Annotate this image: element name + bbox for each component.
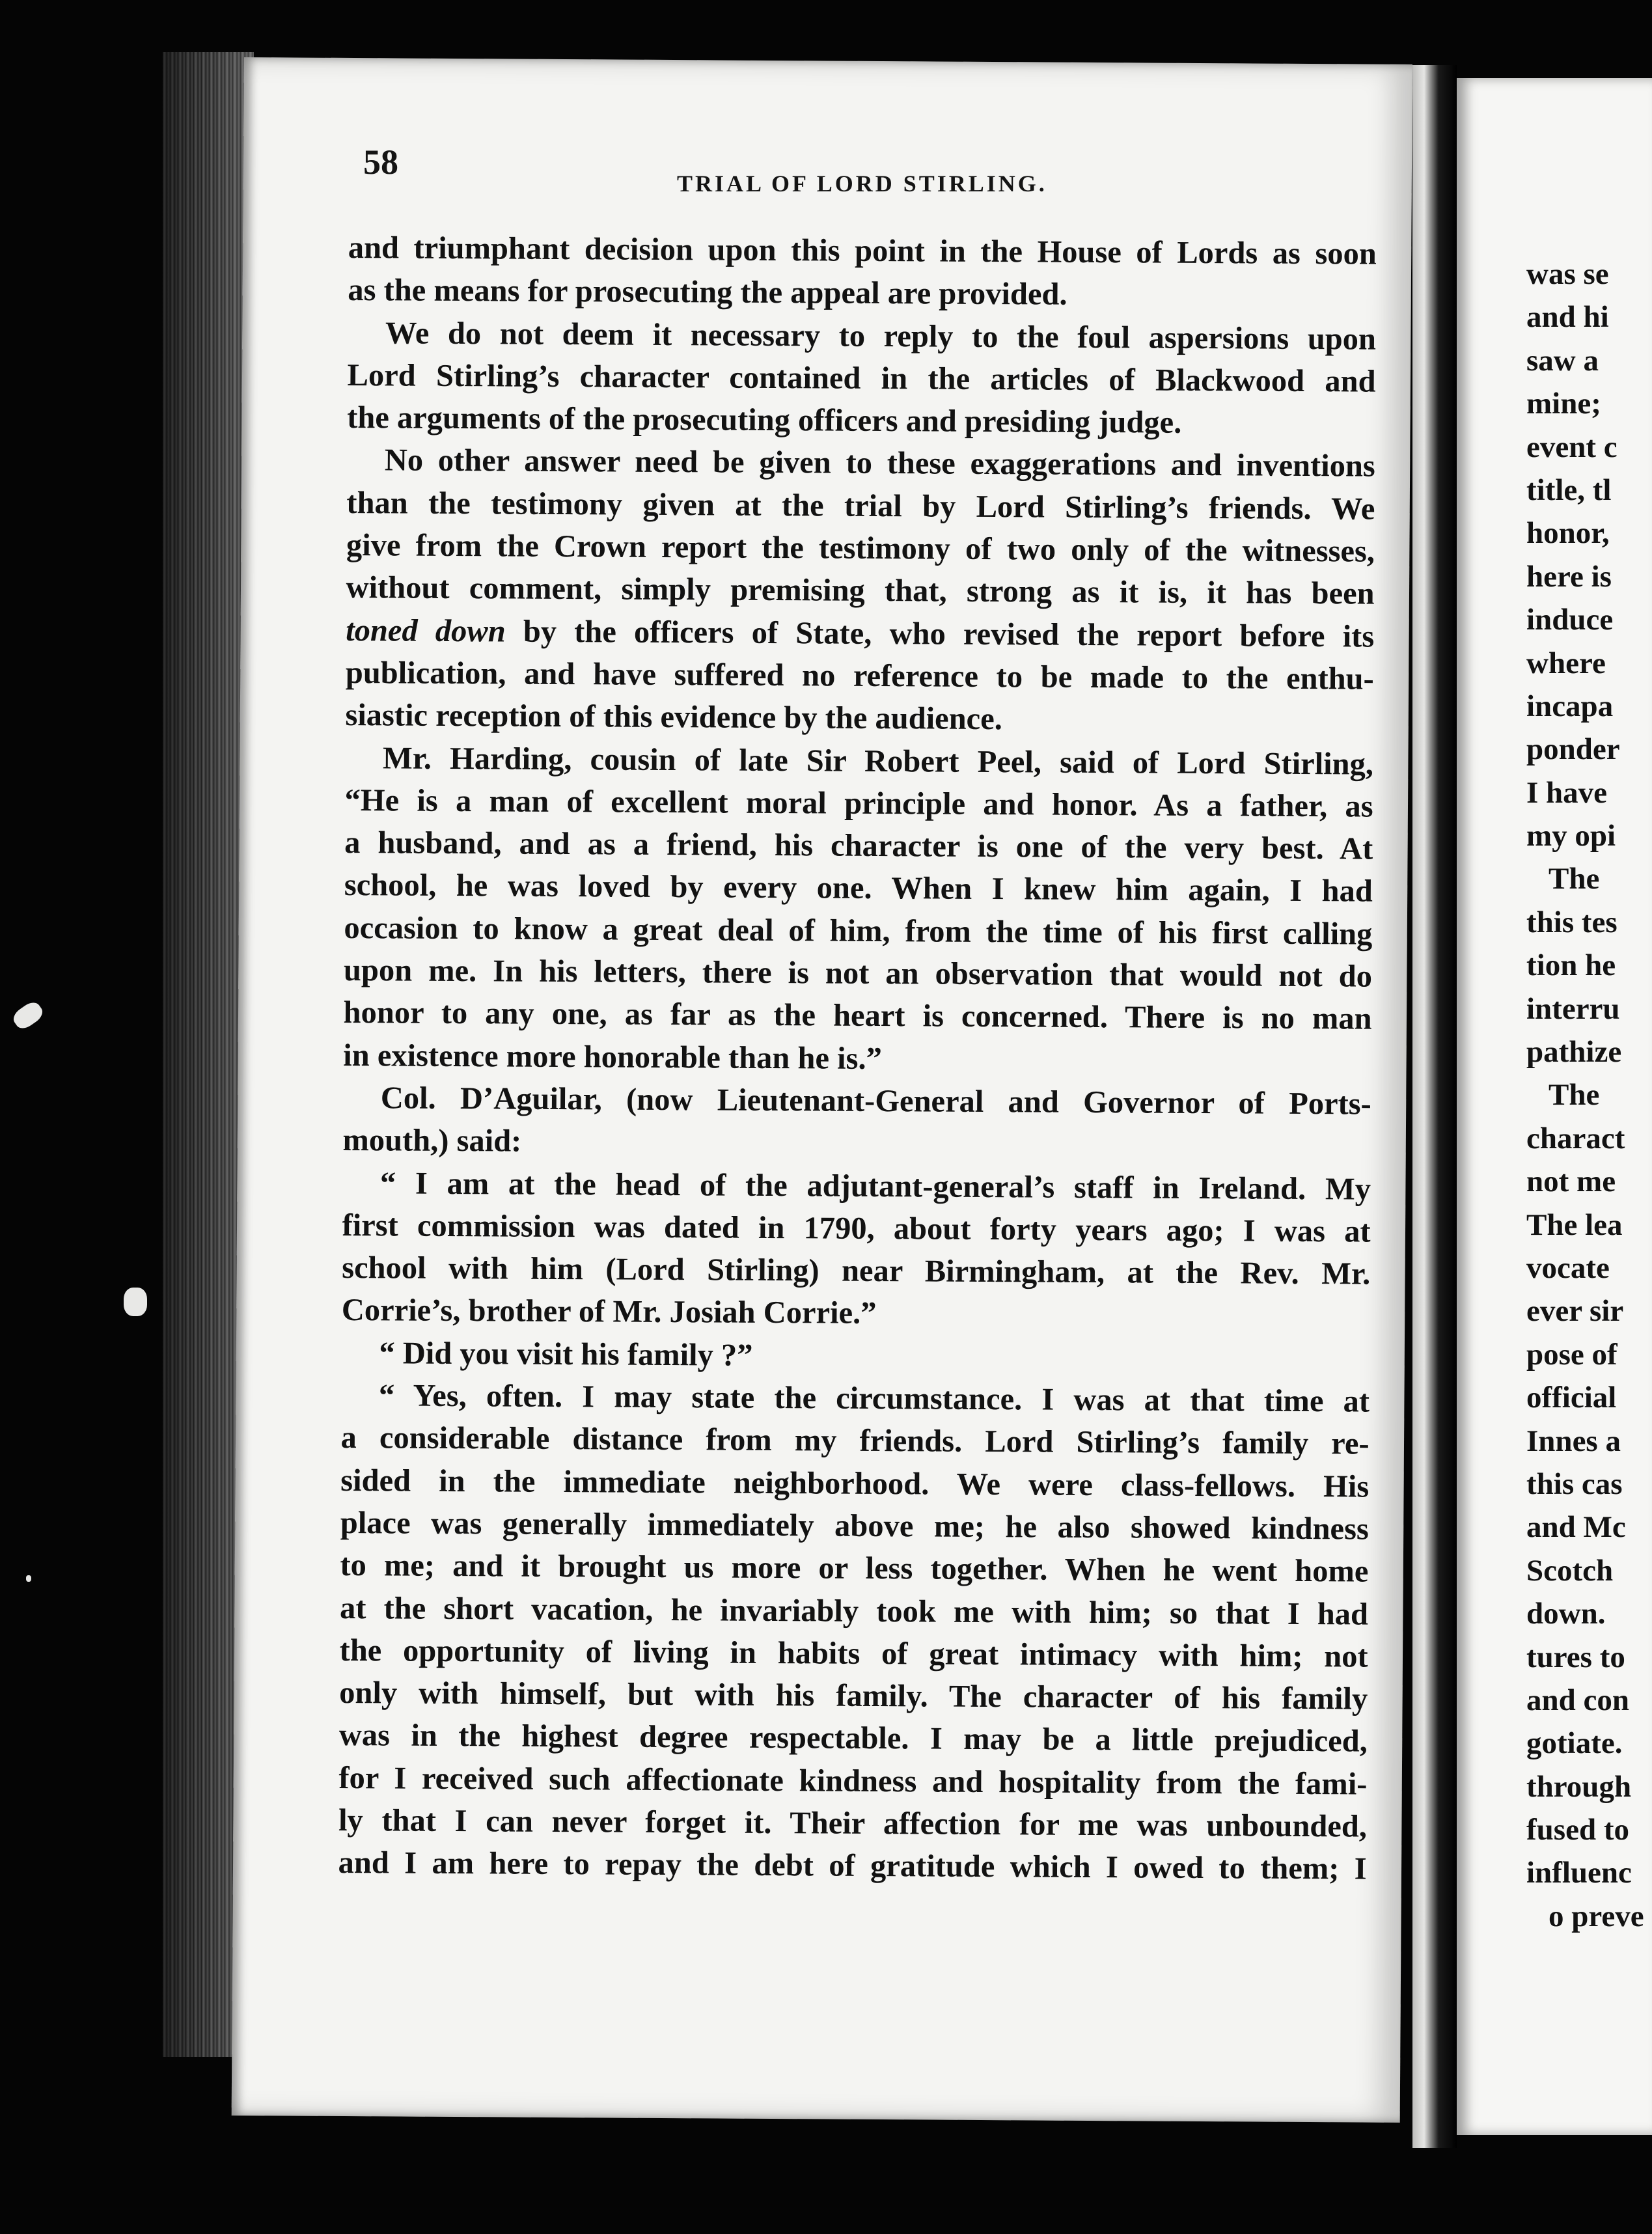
text-line: give from the Crown report the testimony of two only of the witnesses, [346,528,1375,569]
text-line: siastic reception of this evidence by the audience. [345,698,1002,737]
text-line: publication, and have suffered no reference to be made to the enthu- [345,655,1374,696]
right-text-line: mine; [1526,387,1601,421]
text-line: No other answer need be given to these exaggerations and inventions [384,443,1375,484]
text-line: the arguments of the prosecuting officers and presiding judge. [347,400,1182,441]
right-text-line: this tes [1526,905,1618,939]
right-page-text-fragment [1526,253,1644,1938]
right-text-line: and hi [1526,300,1609,335]
right-text-line: and con [1526,1683,1630,1717]
right-text-line: honor, [1526,516,1610,551]
right-text-line: I have [1526,775,1608,810]
margin-speck [26,1575,31,1582]
text-line: occasion to know a great deal of him, from the time of his first calling [344,910,1373,952]
right-text-line: and Mc [1526,1510,1626,1545]
text-line: to me; and it brought us more or less together. When he went home [340,1548,1369,1589]
text-line: upon me. In his letters, there is not an observation that would not do [343,953,1373,994]
right-text-line: official [1526,1381,1617,1415]
right-text-line: incapa [1526,689,1614,723]
text-line: a considerable distance from my friends. Lord Stirling’s family re- [340,1420,1370,1461]
margin-speck [124,1288,147,1316]
text-line: for I received such affectionate kindness and hospitality from the fami- [338,1760,1368,1802]
text-line: first commission was dated in 1790, about forty years ago; I was at [342,1207,1371,1249]
right-text-line: here is [1526,559,1612,594]
text-line: a husband, and as a friend, his character is one of the very best. At [344,825,1373,866]
text-line: in existence more honorable than he is.” [343,1038,883,1076]
right-text-line: fused to [1526,1813,1629,1847]
right-text-line: title, tl [1526,473,1612,507]
right-text-line: charact [1526,1121,1625,1155]
text-line: sided in the immediate neighborhood. We were class-fellows. His [340,1463,1370,1504]
right-text-line: where [1526,646,1606,680]
text-line: We do not deem it necessary to reply to the foul aspersions upon [385,315,1377,357]
text-line: school with him (Lord Stirling) near Birmingham, at the Rev. Mr. [342,1250,1371,1291]
right-text-line: interru [1526,991,1620,1026]
right-text-line: pose of [1526,1337,1618,1372]
text-line: without comment, simply premising that, strong as it is, it has been [346,570,1375,612]
right-text-line: The [1549,1078,1600,1112]
right-text-line: induce [1526,603,1614,637]
right-text-line: was se [1526,257,1609,291]
text-line: school, he was loved by every one. When I knew him again, I had [344,868,1373,909]
right-text-line: event c [1526,430,1618,464]
right-text-line: tion he [1526,948,1616,983]
running-title: TRIAL OF LORD STIRLING. [677,171,1047,197]
right-text-line: not me [1526,1165,1616,1199]
right-text-line: this cas [1526,1467,1623,1501]
right-text-line: pathize [1526,1035,1622,1069]
right-text-line: The lea [1526,1207,1623,1242]
body-text [338,227,1377,1890]
right-text-line: gotiate. [1526,1726,1623,1761]
text-line: “ Did you visit his family ?” [379,1336,753,1373]
text-line-rest: by the officers of State, who revised the report before its [505,614,1375,654]
right-text-line: Innes a [1526,1424,1621,1458]
text-line: “ I am at the head of the adjutant-general’s staff in Ireland. My [379,1165,1371,1207]
right-text-line: tures to [1526,1640,1625,1674]
page-gutter [1412,65,1457,2148]
right-text-line: my opi [1526,819,1616,853]
margin-speck [10,999,46,1032]
right-text-line: Scotch [1526,1553,1614,1588]
text-line: as the means for prosecuting the appeal are provided. [348,273,1067,312]
right-text-line: The [1549,862,1600,896]
page-number: 58 [363,143,398,182]
text-line: Lord Stirling’s character contained in the articles of Blackwood and [347,357,1376,399]
right-text-line: through [1526,1769,1632,1804]
text-line: Col. D’Aguilar, (now Lieutenant-General and Governor of Ports- [380,1081,1371,1122]
right-text-line: o preve [1549,1899,1644,1933]
italic-phrase: toned down [346,613,506,649]
text-line: honor to any one, as far as the heart is concerned. There is no man [343,995,1372,1036]
text-line: Corrie’s, brother of Mr. Josiah Corrie.” [341,1293,877,1331]
text-line: at the short vacation, he invariably took me with him; so that I had [339,1590,1369,1632]
right-text-line: down. [1526,1597,1606,1631]
text-line: and triumphant decision upon this point in the House of Lords as soon [348,230,1377,271]
text-line: mouth,) said: [342,1123,522,1159]
text-line: only with himself, but with his family. The character of his family [339,1676,1368,1717]
text-line: Mr. Harding, cousin of late Sir Robert Peel, said of Lord Stirling, [382,740,1374,782]
text-line: ly that I can never forget it. Their affection for me was unbounded, [338,1802,1368,1844]
text-line: “ Yes, often. I may state the circumstance. I was at that time at [378,1378,1370,1419]
text-line: was in the highest degree respectable. I may be a little prejudiced, [338,1718,1368,1759]
right-text-line: saw a [1526,343,1599,378]
right-text-line: influenc [1526,1856,1632,1890]
text-line: the opportunity of living in habits of great intimacy with him; not [339,1633,1368,1674]
text-line: place was generally immediately above me; he also showed kindness [340,1505,1369,1547]
text-line: and I am here to repay the debt of gratitude which I owed to them; I [338,1845,1367,1886]
text-line [346,609,1374,658]
right-text-line: ever sir [1526,1294,1624,1329]
right-text-line: vocate [1526,1250,1610,1285]
text-line: “He is a man of excellent moral principle and honor. As a father, as [344,782,1373,824]
text-line: than the testimony given at the trial by Lord Stirling’s friends. We [346,485,1375,527]
right-text-line: ponder [1526,732,1620,767]
